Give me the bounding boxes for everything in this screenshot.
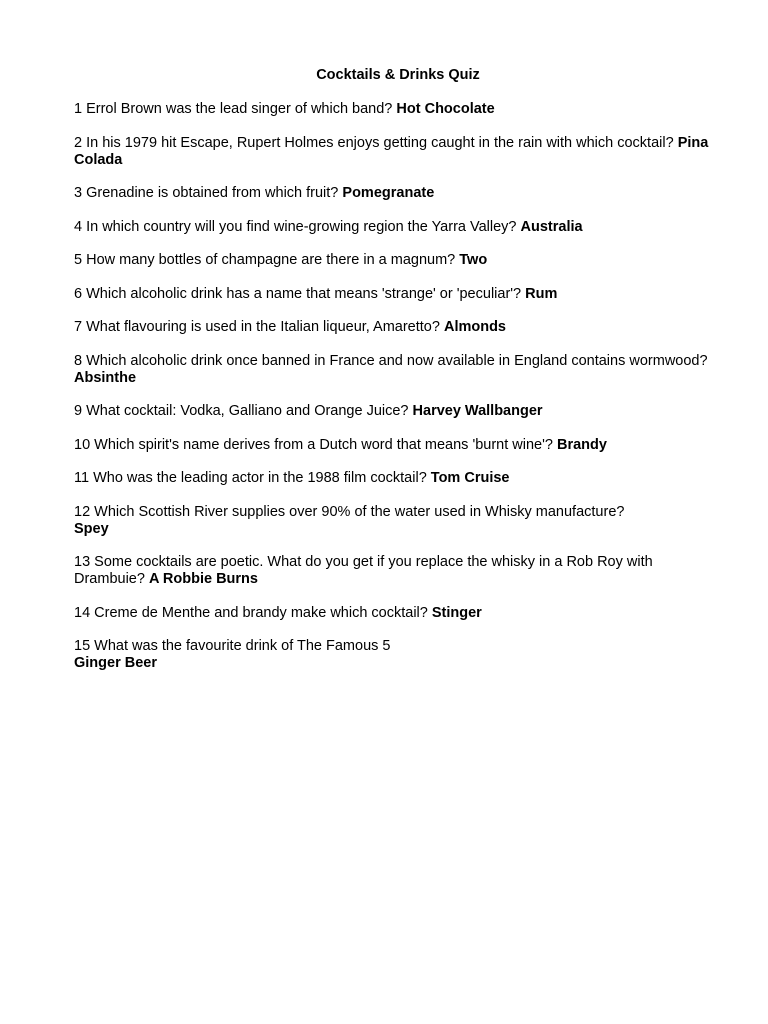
question-text: 13 Some cocktails are poetic. What do you get if you replace the whisky in a Rob Roy with Drambuie? — [74, 554, 653, 587]
question-item — [74, 437, 714, 454]
answer-text: Australia — [520, 218, 583, 235]
question-text: 10 Which spirit's name derives from a Dutch word that means 'burnt wine'? — [74, 436, 553, 453]
answer-text: Stinger — [431, 604, 482, 621]
question-item — [74, 286, 714, 303]
answer-text: Absinthe — [74, 369, 137, 386]
question-text: 7 What flavouring is used in the Italian liqueur, Amaretto? — [74, 319, 440, 335]
question-item — [74, 470, 714, 487]
question-item — [74, 353, 714, 387]
question-text: 14 Creme de Menthe and brandy make which cocktail? — [74, 604, 428, 621]
question-item — [74, 554, 714, 588]
question-text: 6 Which alcoholic drink has a name that means 'strange' or 'peculiar'? — [74, 285, 522, 302]
answer-text: Brandy — [556, 436, 607, 453]
answer-text: Tom Cruise — [430, 470, 510, 486]
answer-text: Spey — [74, 520, 109, 537]
answer-text: Rum — [525, 285, 558, 302]
answer-text: Hot Chocolate — [396, 101, 495, 117]
question-text: 5 How many bottles of champagne are there in a magnum? — [74, 252, 456, 268]
question-text: 2 In his 1979 hit Escape, Rupert Holmes enjoys getting caught in the rain with which cocktail? — [74, 134, 674, 151]
question-text: 12 Which Scottish River supplies over 90% of the water used in Whisky manufacture? — [74, 503, 625, 520]
question-list — [74, 101, 714, 689]
question-text: 9 What cocktail: Vodka, Galliano and Orange Juice? — [74, 403, 409, 419]
question-text: 1 Errol Brown was the lead singer of which band? — [74, 101, 397, 117]
answer-text: Pomegranate — [342, 185, 435, 201]
answer-text: Ginger Beer — [74, 655, 157, 671]
answer-text: Harvey Wallbanger — [412, 403, 543, 419]
answer-text: A Robbie Burns — [148, 571, 258, 587]
question-item — [74, 504, 714, 538]
question-item — [74, 135, 714, 169]
answer-text: Pina Colada — [74, 134, 709, 168]
question-item — [74, 605, 714, 622]
question-item — [74, 252, 714, 269]
question-item — [74, 403, 714, 420]
question-text: 15 What was the favourite drink of The Famous 5 — [74, 638, 391, 654]
question-item — [74, 185, 714, 202]
document-title: Cocktails & Drinks Quiz — [316, 67, 480, 83]
question-item — [74, 101, 714, 118]
answer-text: Almonds — [443, 319, 506, 335]
question-text: 3 Grenadine is obtained from which fruit? — [74, 185, 339, 201]
question-text: 8 Which alcoholic drink once banned in France and now available in England contains wormwood? — [74, 352, 708, 369]
question-item — [74, 219, 714, 236]
question-item — [74, 638, 714, 672]
question-item — [74, 319, 714, 336]
question-text: 11 Who was the leading actor in the 1988 film cocktail? — [74, 470, 431, 486]
question-text: 4 In which country will you find wine-growing region the Yarra Valley? — [74, 218, 517, 235]
answer-text: Two — [459, 252, 488, 268]
